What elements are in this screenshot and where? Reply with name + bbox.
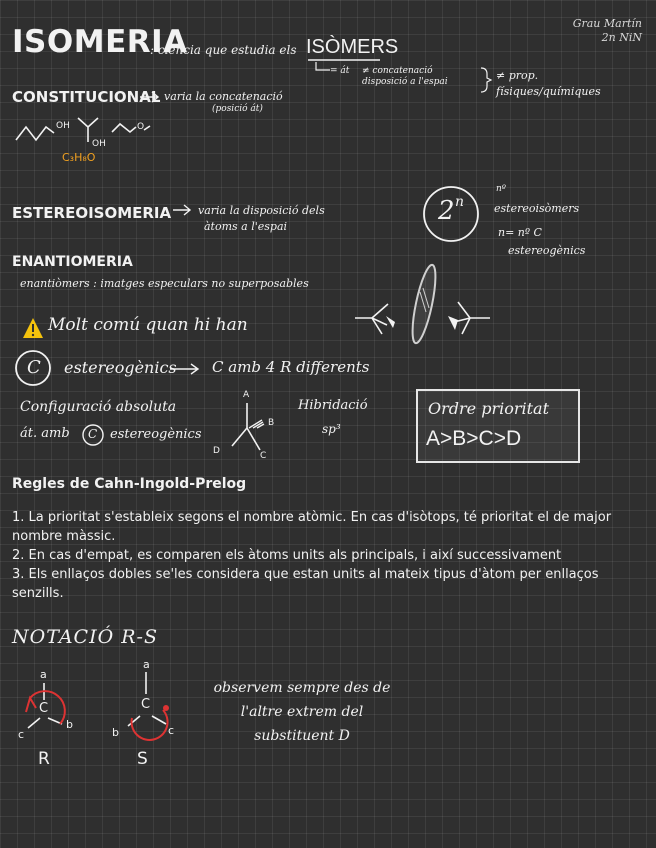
author-name: Grau Martín	[572, 17, 642, 30]
power-exponent: n	[455, 194, 465, 210]
count-desc: estereoisòmers	[494, 202, 580, 215]
s-sub-c: c	[168, 724, 175, 737]
warning-text: Molt comú quan hi han	[48, 315, 248, 335]
stereogenic-label: estereogènics	[64, 358, 177, 377]
constitutional-desc: varia la concatenació	[164, 90, 283, 103]
n-definition: n= nº C	[498, 226, 542, 239]
config-line-2: át. amb	[20, 426, 70, 441]
hybrid-value: sp³	[322, 422, 341, 436]
priority-order: A>B>C>D	[426, 427, 522, 450]
atom-d: D	[213, 446, 220, 456]
r-sub-c: c	[18, 728, 25, 741]
power-base: 2	[438, 196, 455, 226]
s-center: C	[141, 697, 151, 712]
small-circled-c: C	[88, 427, 98, 441]
circled-c-letter: C	[27, 357, 41, 378]
cip-rule: 2. En cas d'empat, es comparen els àtoms units als principals, i així successivament	[12, 548, 562, 563]
n-definition-2: estereogènics	[508, 244, 586, 257]
s-label: S	[137, 749, 148, 769]
count-label: nº	[496, 184, 507, 194]
oxygen-label: O	[137, 122, 145, 132]
oh-label: OH	[56, 121, 70, 131]
isomers-prop-note: ≠ prop. físiques/químiques	[496, 69, 601, 98]
hybrid-label: Hibridació	[298, 398, 368, 413]
oh-label: OH	[92, 139, 106, 149]
priority-title: Ordre prioritat	[428, 399, 550, 418]
isomers-label: ISÒMERS	[306, 36, 399, 58]
atom-b: B	[268, 418, 275, 428]
rs-note: observem sempre des de l'altre extrem del substituent D	[213, 680, 391, 744]
s-sub-b: b	[112, 726, 119, 739]
page-title: ISOMERIA	[12, 24, 188, 60]
constitutional-heading: CONSTITUCIONAL	[12, 88, 161, 106]
author-block	[573, 17, 642, 45]
atom-a: A	[243, 390, 250, 400]
isomers-equal-note: = át	[330, 66, 350, 76]
r-sub-b: b	[66, 718, 73, 731]
cip-heading: Regles de Cahn-Ingold-Prelog	[12, 476, 247, 492]
priority-box	[416, 389, 580, 463]
enantio-heading: ENANTIOMERIA	[12, 254, 133, 270]
r-sub-a: a	[40, 668, 47, 681]
r-center: C	[39, 701, 49, 716]
config-line-2b: estereogènics	[110, 427, 202, 442]
constitutional-desc-sub: (posició át)	[212, 104, 263, 114]
cip-rule: 3. Els enllaços dobles se'les considera que estan units al mateix tipus d'àtom per enllaços senzills.	[12, 567, 599, 601]
page-subtitle: : ciència que estudia els	[150, 43, 297, 57]
enantio-definition: enantiòmers : imatges especulars no superposables	[20, 277, 309, 290]
config-line-1: Configuració absoluta	[20, 399, 177, 415]
cip-rule: 1. La prioritat s'estableix segons el nombre atòmic. En cas d'isòtops, té prioritat el de major nombre màssic.	[12, 510, 612, 544]
author-group: 2n NiN	[601, 31, 642, 44]
stereo-desc-2: àtoms a l'espai	[204, 220, 288, 233]
s-sub-a: a	[143, 658, 150, 671]
r-label: R	[38, 749, 50, 769]
stereo-heading: ESTEREOISOMERIA	[12, 204, 172, 222]
cip-rules	[12, 508, 632, 603]
molecular-formula: C₃H₈O	[62, 151, 96, 164]
stereogenic-desc: C amb 4 R differents	[212, 358, 370, 376]
atom-c: C	[260, 451, 267, 461]
isomers-diff-note: ≠ concatenació disposició a l'espai	[362, 66, 448, 87]
rs-heading: NOTACIÓ R-S	[12, 626, 158, 648]
stereo-desc: varia la disposició dels	[198, 204, 325, 217]
